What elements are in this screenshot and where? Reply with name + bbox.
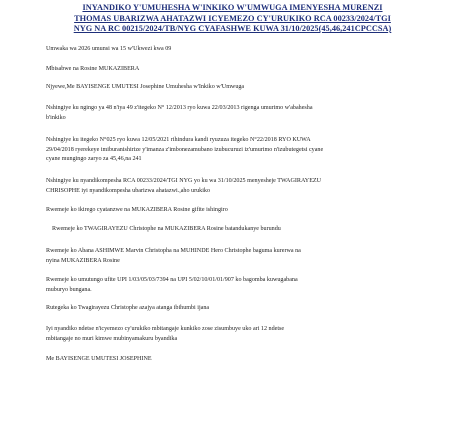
title-line: INYANDIKO Y'UMUHESHA W'INKIKO W'UMWUGA IMENYESHA MURENZI bbox=[82, 3, 383, 12]
paragraph-ruling-2: Rwemeje ko TWAGIRAYEZU Christophe na MUKAZIBERA Rosine batandukanye burundu bbox=[52, 226, 281, 232]
paragraph-publication: Iyi nyandiko ndetse n'icyemezo cy'urukiko mbitangaje kunkiko zose zisumbuye uko ari 12 ndetse mbitangaje no muri kimwe mubinyamakuru byandika bbox=[46, 326, 285, 342]
paragraph-legal-basis-2: Nshingiye ku itegeko N°025 ryo kuwa 12/05/2021 rihindura kandi ryuzuza itegeko N°22/2018 RYO KUWA 29/04/2018 ryerekeye imiburanishirize y'imanza z'imbonezamubano izubucuruzi iz'umurimo n'izubutegetsi cyane cyane mungingo zaryo za 45,46,na 241 bbox=[46, 137, 324, 162]
document-title bbox=[20, 3, 445, 35]
paragraph-ruling-1: Rwemeje ko ikirego cyatanzwe na MUKAZIBERA Rosine gifite ishingiro bbox=[46, 207, 228, 213]
paragraph-requester: Mbisabwe na Rosine MUKAZIBERA bbox=[46, 66, 140, 72]
paragraph-judgment-reference: Nshingiye ku nyandikompesha RCA 00233/2024/TGI NYG yo ku wa 31/10/2025 menyesheje TWAGIRAYEZU CHRISOPHE iyi nyandikompesha ubarizwa ahatazwi.,aho urukiko bbox=[46, 178, 322, 194]
title-line: NYG NA RC 00215/2024/TB/NYG CYAFASHWE KUWA 31/10/2025(45,46,241CPCCSA) bbox=[73, 24, 392, 34]
paragraph-bailiff: Njyewe,Me BAYISENGE UMUTESI Josephine Umuhesha w'Inkiko w'Umwuga bbox=[46, 84, 245, 90]
paragraph-ruling-3: Rwemeje ko Abana ASHIMWE Marvin Christopha na MUHINDE Hero Christophe baguma kurerwa na nyina MUKAZIBERA Rosine bbox=[46, 248, 301, 264]
title-line: THOMAS UBARIZWA AHATAZWI ICYEMEZO CY'URUKIKO RCA 00233/2024/TGI bbox=[74, 13, 391, 23]
paragraph-legal-basis-1: Nshingiye ku ngingo ya 48 n'iya 49 z'itegeko N° 12/2013 ryo kuwa 22/03/2013 rigenga umurimo w'abahesha b'inkiko bbox=[46, 105, 313, 121]
paragraph-date: Umwaka wa 2026 umunsi wa 15 w'Ukwezi kwa 09 bbox=[46, 46, 172, 52]
paragraph-ruling-5: Rutegeka ko Twagirayezu Christophe azajya atanga ibihumbi ijana bbox=[46, 305, 210, 311]
paragraph-signature-name: Me BAYISENGE UMUTESI JOSEPHINE bbox=[46, 356, 152, 362]
paragraph-ruling-4: Rwemeje ko umutungo ufite UPI 1/03/05/03/7394 na UPI 5/02/10/01/01/907 ko bagomba kuwugabana muburyo bungana. bbox=[46, 277, 298, 293]
